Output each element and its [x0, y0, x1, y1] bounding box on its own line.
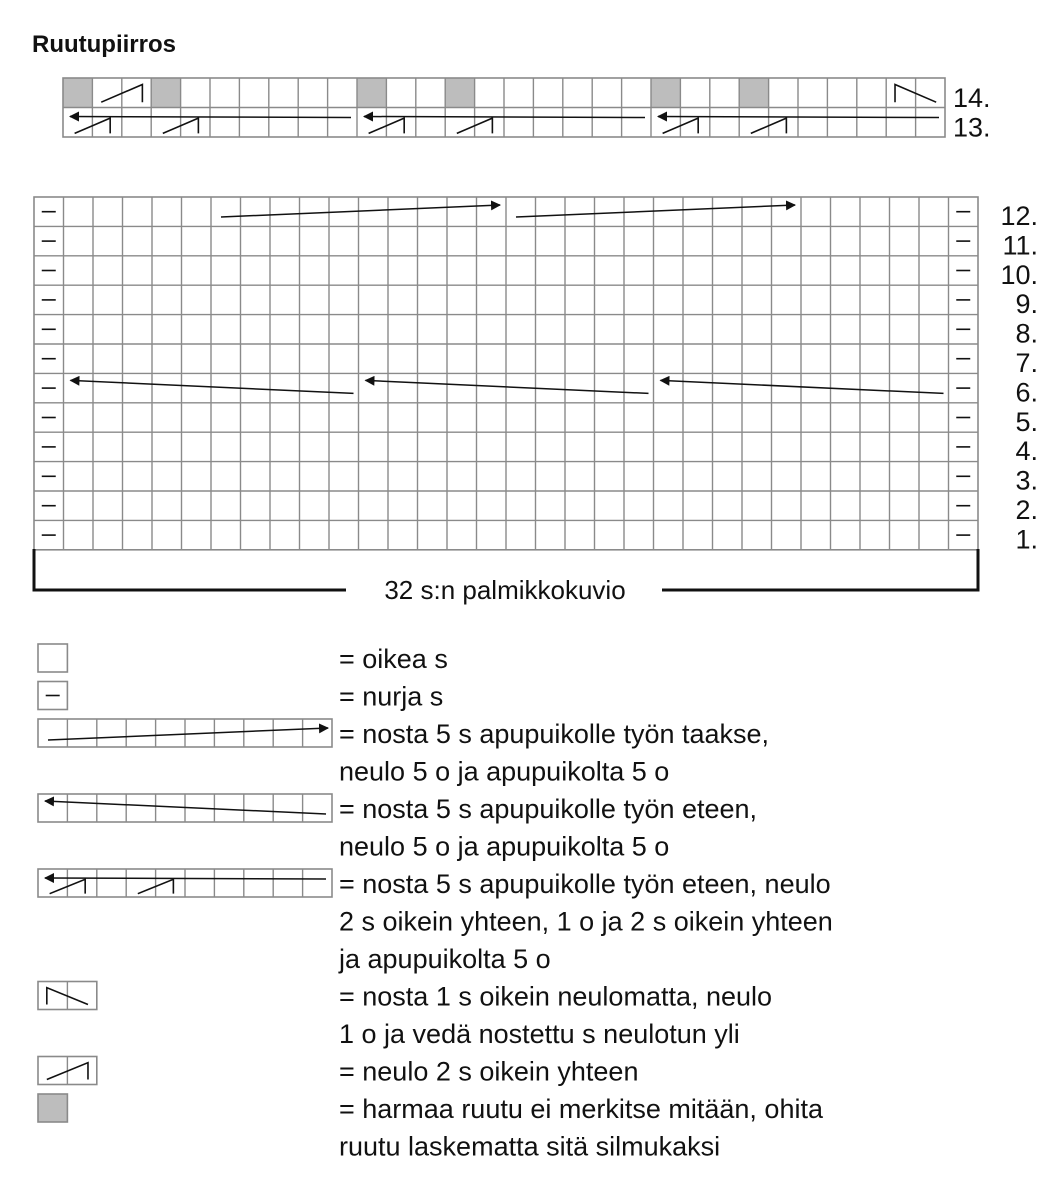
row-number: 13.: [953, 112, 991, 143]
row-number: 4.: [1015, 436, 1038, 467]
legend-item: [339, 982, 772, 1050]
legend-text: = nurja s: [339, 681, 444, 712]
range-bracket: [34, 549, 978, 605]
gray-cell: [151, 78, 180, 108]
legend: [38, 644, 833, 1162]
row-number: 14.: [953, 83, 991, 113]
gray-cell-symbol: [38, 1094, 67, 1122]
cable-front-arrow: [661, 380, 944, 393]
chart-title: Ruutupiirros: [32, 31, 176, 58]
legend-text: = oikea s: [339, 644, 448, 674]
gray-cell: [739, 78, 768, 108]
legend-text: = nosta 5 s apupuikolle työn taakse,: [339, 719, 770, 749]
legend-item: [339, 794, 757, 862]
knit-symbol: [38, 644, 67, 672]
legend-text: ruutu laskematta sitä silmukaksi: [339, 1131, 721, 1162]
top-grid: [63, 78, 945, 137]
legend-text: 2 s oikein yhteen, 1 o ja 2 s oikein yhteen: [339, 906, 833, 937]
row-number: 5.: [1015, 406, 1038, 437]
cable-front-arrow: [658, 117, 939, 118]
cable-back-arrow: [221, 205, 500, 217]
gray-cell: [445, 78, 474, 108]
legend-text: = nosta 5 s apupuikolle työn eteen,: [339, 794, 758, 824]
legend-item: [338, 869, 833, 974]
cable-front-arrow: [70, 117, 351, 118]
legend-text: neulo 5 o ja apupuikolta 5 o: [339, 756, 670, 787]
legend-text: 1 o ja vedä nostettu s neulotun yli: [339, 1019, 740, 1049]
cable-front-arrow: [366, 380, 649, 393]
row-number: 9.: [1015, 289, 1038, 320]
cable-front-arrow: [364, 117, 645, 118]
legend-text: ja apupuikolta 5 o: [339, 944, 551, 974]
gray-cell: [63, 78, 92, 108]
range-label: 32 s:n palmikkokuvio: [384, 575, 626, 605]
gray-cell: [357, 78, 386, 108]
cable-back-symbol: [38, 719, 332, 747]
legend-item: [339, 644, 448, 674]
row-number: 6.: [1015, 377, 1038, 408]
main-grid: [34, 197, 978, 550]
legend-item: [339, 682, 443, 712]
cable-front-arrow: [71, 380, 354, 393]
row-number: 7.: [1015, 348, 1038, 378]
top-chart: [63, 78, 991, 143]
cable-front-arrow: [45, 878, 326, 879]
row-number: 8.: [1015, 318, 1038, 349]
row-number: 10.: [1000, 259, 1038, 290]
main-chart: [34, 197, 1038, 554]
cable-back-arrow: [516, 205, 795, 217]
legend-text: = neulo 2 s oikein yhteen: [339, 1056, 639, 1087]
cable-front-decrease-symbol: [38, 869, 332, 897]
row-number: 2.: [1015, 495, 1038, 525]
legend-item: [339, 719, 769, 787]
legend-text: = nosta 1 s oikein neulomatta, neulo: [339, 981, 773, 1012]
row-number: 3.: [1015, 465, 1038, 496]
legend-item: [339, 1094, 824, 1162]
gray-cell: [651, 78, 680, 108]
row-number: 1.: [1015, 524, 1038, 555]
legend-text: = nosta 5 s apupuikolle työn eteen, neulo: [339, 869, 831, 899]
row-number: 11.: [1002, 230, 1038, 261]
cable-back-arrow: [48, 728, 328, 740]
legend-text: = harmaa ruutu ei merkitse mitään, ohita: [339, 1094, 823, 1124]
legend-item: [339, 1057, 638, 1087]
row-number: 12.: [1000, 201, 1038, 231]
legend-text: neulo 5 o ja apupuikolta 5 o: [339, 831, 670, 862]
